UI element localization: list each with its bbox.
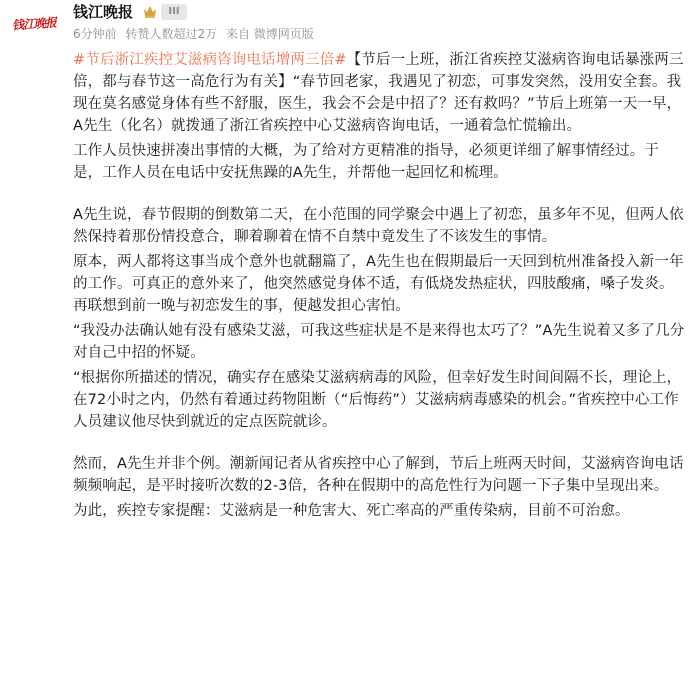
paragraph-5: “我没办法确认她有没有感染艾滋，可我这些症状是不是来得也太巧了？”A先生说着又多了几分对自己中招的怀疑。 [73,323,685,361]
post-header [0,0,692,48]
avatar[interactable] [4,3,64,43]
account-name[interactable]: 钱江晚报 [73,3,134,21]
level-badge: III [161,4,187,20]
crown-badge-icon [143,5,157,18]
repost-count: 转赞人数超过2万 [125,27,218,41]
paragraph-3: A先生说，春节假期的倒数第二天，在小范围的同学聚会中遇上了初恋，虽多年不见，但两人依然保持着那份情投意合，聊着聊着在情不自禁中竟发生了不该发生的事情。 [73,207,684,245]
post-body [73,49,687,525]
paragraph-2: 工作人员快速拼凑出事情的大概，为了给对方更精准的指导，必须更详细了解事情经过。于是，工作人员在电话中安抚焦躁的A先生，并帮他一起回忆和梳理。 [73,143,659,181]
post-source[interactable]: 来自 微博网页版 [225,27,314,41]
post-time[interactable]: 6分钟前 [73,27,117,41]
newspaper-logo: 钱江晚报 [11,14,57,33]
post-meta [73,26,319,42]
paragraph-text: 【节后一上班，浙江省疾控艾滋病咨询电话暴涨两三倍，都与春节这一高危行为有关】“春节回老家，我遇见了初恋，可事发突然，没用安全套。我现在莫名感觉身体有些不舒服，医生，我会不会是中招了？还有救吗？”节后上班第一天一早，A先生（化名）就拨通了浙江省疾控中心艾滋病咨询电话，一通着急忙慌输出。 [73,52,684,134]
paragraph-1 [73,49,687,137]
paragraph-6: “根据你所描述的情况，确实存在感染艾滋病病毒的风险，但幸好发生时间间隔不长，理论上，在72小时之内，仍然有着通过药物阻断（“后悔药”）艾滋病病毒感染的机会。”省疾控中心工作人员建议他尽快到就近的定点医院就诊。 [73,370,682,430]
paragraph-7: 然而，A先生并非个例。潮新闻记者从省疾控中心了解到，节后上班两天时间，艾滋病咨询电话频频响起，是平时接听次数的2-3倍，各种在假期中的高危性行为问题一下子集中呈现出来。 [73,456,684,494]
paragraph-8: 为此，疾控专家提醒：艾滋病是一种危害大、死亡率高的严重传染病，目前不可治愈。 [73,503,630,519]
paragraph-4: 原本，两人都将这事当成个意外也就翻篇了，A先生也在假期最后一天回到杭州准备投入新一年的工作。可真正的意外来了，他突然感觉身体不适，有低烧发热症状，四肢酸痛，嗓子发炎。再联想到前一晚与初恋发生的事，便越发担心害怕。 [73,254,684,314]
hashtag-link[interactable]: #节后浙江疾控艾滋病咨询电话增两三倍# [73,52,347,68]
